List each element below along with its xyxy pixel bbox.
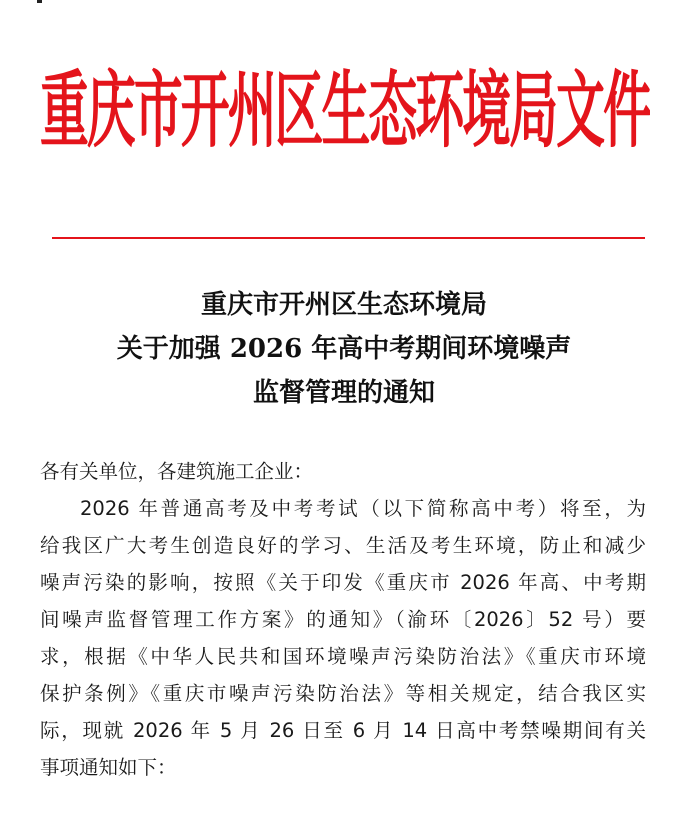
document-title-line-3: 监督管理的通知 <box>252 378 435 408</box>
paragraph-line-7: 际，现就 2026 年 5 月 26 日至 6 月 14 日高中考禁噪期间有关 <box>40 719 646 742</box>
document-body <box>40 453 646 786</box>
paragraph-line-6: 保护条例》《重庆市噪声污染防治法》等相关规定，结合我区实 <box>40 682 646 705</box>
paragraph-line-3: 噪声污染的影响，按照《关于印发《重庆市 2026 年高、中考期 <box>40 571 646 594</box>
paragraph-line-5: 求，根据《中华人民共和国环境噪声污染防治法》《重庆市环境 <box>40 645 646 668</box>
paragraph-line-1: 2026 年普通高考及中考考试（以下简称高中考）将至，为 <box>80 497 646 520</box>
red-separator-rule <box>52 237 645 239</box>
document-title-line-1: 重庆市开州区生态环境局 <box>200 290 487 320</box>
masthead-title: 重庆市开州区生态环境局文件 <box>40 62 650 160</box>
paragraph-line-8: 事项通知如下： <box>40 756 177 779</box>
masthead <box>40 62 650 162</box>
document-title <box>44 283 644 415</box>
paragraph-line-2: 给我区广大考生创造良好的学习、生活及考生环境，防止和减少 <box>40 534 646 557</box>
salutation: 各有关单位，各建筑施工企业： <box>40 460 314 483</box>
paragraph-line-4: 间噪声监督管理工作方案》的通知》（渝环〔2026〕52 号）要 <box>40 608 646 631</box>
document-title-line-2: 关于加强 2026 年高中考期间环境噪声 <box>116 334 572 364</box>
corner-mark <box>37 0 42 3</box>
